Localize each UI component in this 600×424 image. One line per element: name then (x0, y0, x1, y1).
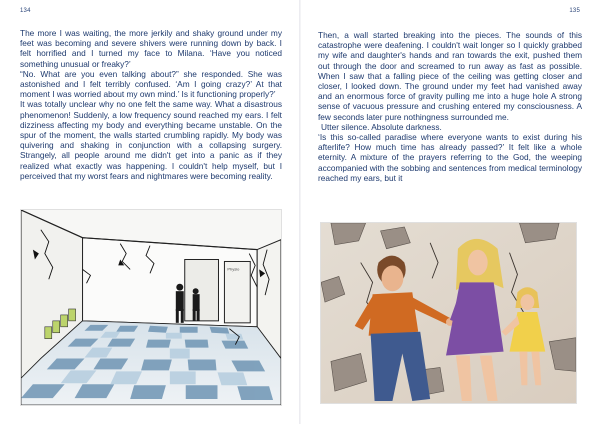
paragraph: Then, a wall started breaking into the pieces. The sounds of this catastrophe were deafening. I couldn't wait longer so I quickly grabbed my wife and daughter's hands and ran towards the exit, pushed them out through the door and screamed to run away as fast as possible. When I saw that a falling piece of the ceiling was getting closer and closer, I looked down. The ground under my feet had vanished away and an enormous force of gravity pulling me into a huge hole A strong sense of vacuous pressure and crushing entered my consciousness. A few seconds later pure nothingness surrounded me. (318, 30, 582, 122)
paragraph: ‘Is this so-called paradise where everyone wants to exist during his afterlife? How much time has already passed?’ It felt like a whole eternity. A mixture of the prayers referring to the God, the weeping accompanied with the sobbing and sentences from medical terminology reached my ears, but it (318, 132, 582, 183)
paragraph: The more I was waiting, the more jerkily and shaky ground under my feet was becoming and severe shivers were running down by back. I felt horrified and I turned my face to Milana. ‘Have you noticed something unusual or freaky?’ (20, 28, 282, 69)
page-number-right: 135 (569, 8, 580, 14)
left-page-text (20, 28, 282, 181)
door-sign-text: Physio (227, 266, 240, 272)
corridor-illustration (20, 209, 282, 406)
page-number-left: 134 (20, 8, 31, 14)
paragraph: Utter silence. Absolute darkness. (321, 121, 442, 132)
family-escape-illustration (320, 222, 577, 404)
paragraph: “No. What are you even talking about?” she responded. She was astonished and I felt terribly confused. ‘Am I going crazy?’ At that moment I was worried about my own mind.’ Is it functioning properly?’ (20, 68, 282, 100)
right-page-text (318, 30, 582, 183)
paragraph: It was totally unclear why no one felt the same way. What a disastrous phenomenon! Suddenly, a low frequency sound reached my ears. I felt dizziness affecting my body and everything became unstable. On the spur of the moment, the walls started crumbling rapidly. My body was quivering and shaking in conjunction with a collapsing surgery. Strangely, all people around me didn't get into a panic as if they realized what exactly was happening. I couldn't help myself, but I perceived that my worst fears and nightmares were becoming reality. (20, 99, 282, 181)
